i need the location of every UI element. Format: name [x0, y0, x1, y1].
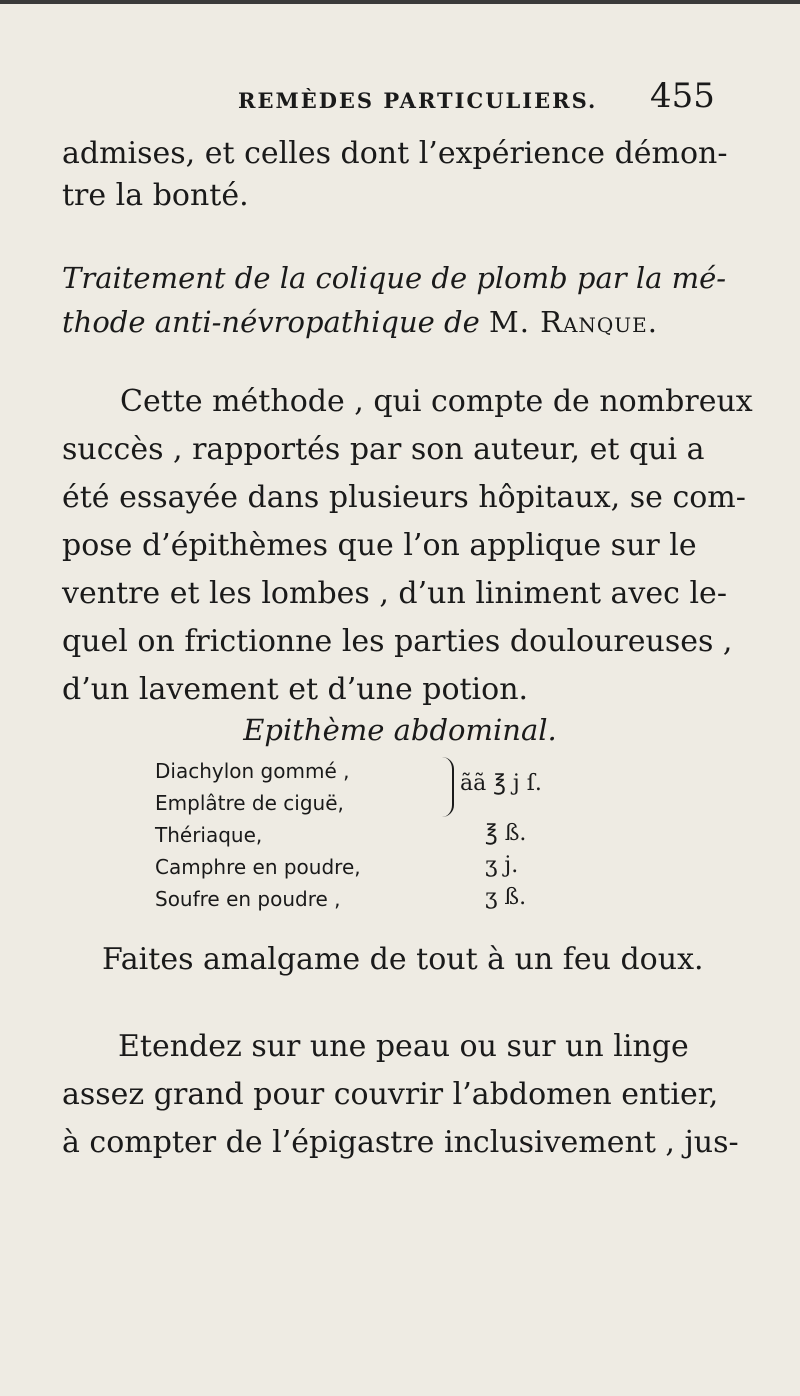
section-heading-line-1: Traitement de la colique de plomb par la mé-	[62, 261, 727, 295]
ingredient-4-quantity: ʒ j.	[485, 853, 519, 878]
paragraph-2-line-3: été essayée dans plusieurs hôpitaux, se com-	[62, 480, 746, 515]
paragraph-4-line-1: Etendez sur une peau ou sur un linge	[118, 1029, 689, 1064]
ingredient-4: Camphre en poudre,	[155, 855, 361, 879]
section-heading-prefix: thode anti-névropathique de	[62, 305, 489, 339]
paragraph-2-line-2: succès , rapportés par son auteur, et qui a	[62, 432, 705, 467]
paragraph-2-line-5: ventre et les lombes , d’un liniment avec le-	[62, 576, 727, 611]
paragraph-4-line-2: assez grand pour couvrir l’abdomen entier,	[62, 1077, 719, 1112]
paragraph-2-line-1: Cette méthode , qui compte de nombreux	[120, 384, 753, 419]
paragraph-2-line-6: quel on frictionne les parties douloureuses ,	[62, 624, 733, 659]
recipe-title: Epithème abdominal.	[243, 713, 557, 747]
ingredient-5: Soufre en poudre ,	[155, 887, 341, 911]
section-heading-line-2	[62, 300, 762, 344]
paragraph-3-line-1: Faites amalgame de tout à un feu doux.	[102, 942, 704, 977]
ingredient-2: Emplâtre de ciguë,	[155, 791, 344, 815]
paragraph-4-line-3: à compter de l’épigastre inclusivement , jus-	[62, 1125, 739, 1160]
page-number: 455	[650, 76, 715, 116]
brace	[442, 757, 454, 817]
paragraph-1-line-2: tre la bonté.	[62, 178, 249, 213]
ingredient-1: Diachylon gommé ,	[155, 759, 350, 783]
ingredient-3: Thériaque,	[155, 823, 263, 847]
section-heading-author: M. Ranque.	[489, 305, 658, 339]
ingredient-5-quantity: ʒ ß.	[485, 885, 527, 910]
ingredient-3-quantity: ℥ ß.	[485, 821, 527, 846]
top-border	[0, 0, 800, 4]
paragraph-2-line-7: d’un lavement et d’une potion.	[62, 672, 529, 707]
paragraph-1-line-1: admises, et celles dont l’expérience démon-	[62, 136, 728, 171]
paragraph-2-line-4: pose d’épithèmes que l’on applique sur le	[62, 528, 697, 563]
brace-quantity: ãã ℥ j ſ.	[460, 771, 542, 796]
running-header: REMÈDES PARTICULIERS.	[238, 88, 598, 113]
